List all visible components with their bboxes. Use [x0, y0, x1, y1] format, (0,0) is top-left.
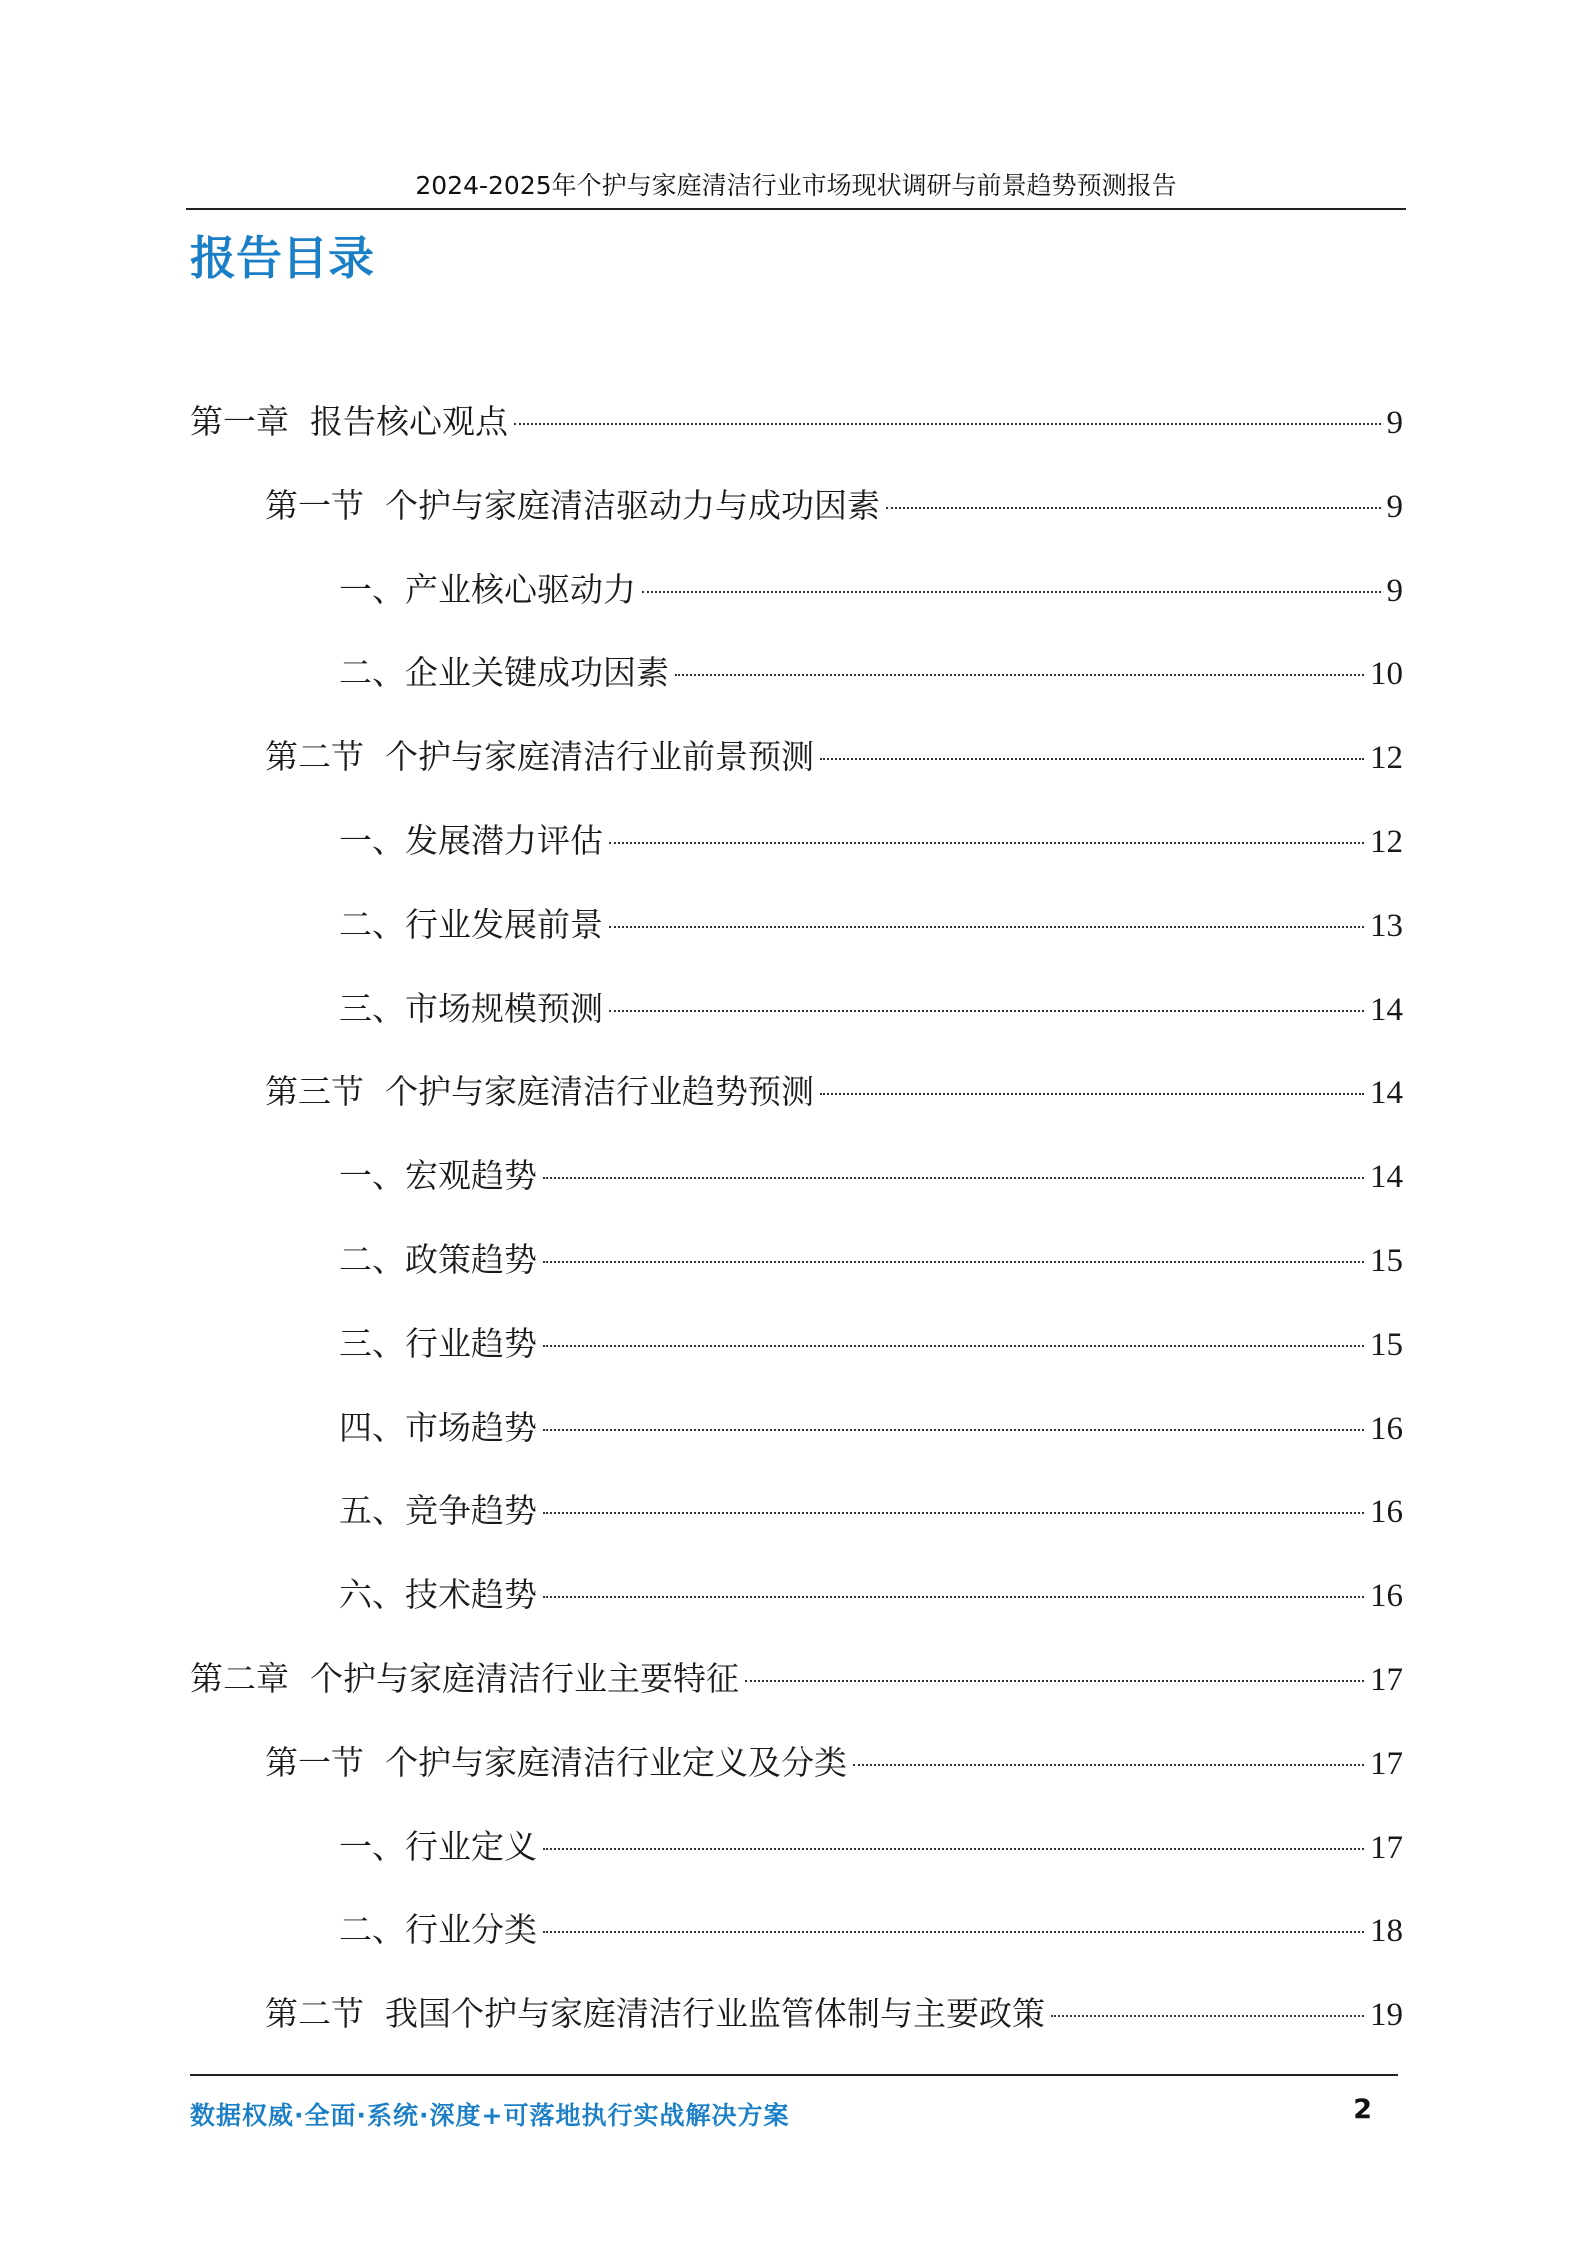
dot-leader: [675, 674, 1364, 676]
report-title: 2024-2025年个护与家庭清洁行业市场现状调研与前景趋势预测报告: [415, 171, 1177, 200]
dot-leader: [543, 1345, 1364, 1347]
toc-entry-title: 第一节 个护与家庭清洁行业定义及分类: [265, 1742, 847, 1782]
toc-entry[interactable]: [339, 819, 1403, 864]
toc-entry[interactable]: [339, 903, 1403, 948]
toc-entry-title: 四、市场趋势: [339, 1407, 537, 1447]
toc-entry[interactable]: [339, 568, 1403, 613]
toc-entry[interactable]: [339, 1154, 1403, 1199]
dot-leader: [543, 1596, 1364, 1598]
toc-entry-page: 14: [1370, 991, 1403, 1028]
dot-leader: [820, 1093, 1364, 1095]
toc-entry-title: 第二章 个护与家庭清洁行业主要特征: [190, 1659, 739, 1698]
dot-leader: [543, 1429, 1364, 1431]
toc-entry-page: 15: [1370, 1326, 1403, 1363]
toc-entry-page: 9: [1386, 405, 1403, 441]
dot-leader: [543, 1931, 1364, 1933]
dot-leader: [609, 842, 1364, 844]
toc-entry-page: 16: [1370, 1410, 1403, 1447]
toc-entry[interactable]: [339, 1406, 1403, 1451]
toc-entry-title: 一、产业核心驱动力: [339, 569, 636, 609]
footer-divider: [190, 2074, 1398, 2076]
toc-entry-title: 一、发展潜力评估: [339, 821, 603, 860]
toc-entry-page: 9: [1386, 488, 1403, 525]
toc-entry[interactable]: [265, 1992, 1403, 2037]
toc-entry-page: 14: [1370, 1075, 1403, 1112]
dot-leader: [745, 1680, 1364, 1682]
toc-entry[interactable]: [265, 1741, 1403, 1786]
toc-entry-page: 17: [1370, 1829, 1403, 1866]
toc-entry[interactable]: [265, 1070, 1403, 1115]
dot-leader: [514, 423, 1381, 425]
dot-leader: [543, 1848, 1364, 1850]
toc-entry[interactable]: [339, 987, 1403, 1032]
toc-entry[interactable]: [339, 1489, 1403, 1534]
toc-entry-title: 第二节 个护与家庭清洁行业前景预测: [265, 737, 814, 777]
dot-leader: [886, 507, 1381, 509]
dot-leader: [642, 591, 1381, 593]
toc-entry[interactable]: [339, 1573, 1403, 1618]
toc-entry-page: 16: [1370, 1578, 1403, 1615]
toc-entry-page: 17: [1370, 1745, 1403, 1782]
dot-leader: [853, 1764, 1364, 1766]
dot-leader: [543, 1512, 1364, 1514]
toc-entry[interactable]: [190, 1657, 1403, 1702]
toc-entry[interactable]: [339, 651, 1403, 696]
dot-leader: [820, 758, 1364, 760]
footer-slogan: 数据权威·全面·系统·深度+可落地执行实战解决方案: [190, 2101, 790, 2130]
dot-leader: [543, 1261, 1364, 1263]
toc-entry-page: 15: [1370, 1243, 1403, 1279]
toc-entry-title: 一、宏观趋势: [339, 1156, 537, 1196]
toc-entry-page: 14: [1370, 1159, 1403, 1196]
toc-entry-title: 五、竞争趋势: [339, 1491, 537, 1531]
toc-entry[interactable]: [339, 1825, 1403, 1870]
toc-entry-title: 二、行业分类: [339, 1910, 537, 1950]
toc-entry-title: 三、市场规模预测: [339, 988, 603, 1028]
toc-entry-page: 13: [1370, 907, 1403, 944]
toc-entry-page: 19: [1370, 1997, 1403, 2034]
toc-entry-title: 第一章 报告核心观点: [190, 402, 508, 441]
toc-entry-page: 12: [1370, 824, 1403, 860]
toc-entry-page: 16: [1370, 1494, 1403, 1531]
toc-entry-title: 第三节 个护与家庭清洁行业趋势预测: [265, 1072, 814, 1112]
toc-heading: 报告目录: [190, 231, 374, 285]
toc-entry[interactable]: [190, 400, 1403, 445]
toc-entry-page: 10: [1370, 656, 1403, 693]
toc-entry[interactable]: [339, 1238, 1403, 1283]
toc-entry-title: 二、企业关键成功因素: [339, 653, 669, 693]
toc-entry-title: 三、行业趋势: [339, 1323, 537, 1363]
toc-entry-page: 9: [1386, 572, 1403, 609]
page-number: 2: [1353, 2094, 1372, 2125]
toc-entry[interactable]: [339, 1322, 1403, 1367]
toc-entry-title: 二、行业发展前景: [339, 904, 603, 944]
header-divider: [186, 208, 1406, 210]
toc-entry-title: 第一节 个护与家庭清洁驱动力与成功因素: [265, 485, 880, 525]
toc-entry-title: 六、技术趋势: [339, 1575, 537, 1615]
toc-entry[interactable]: [339, 1908, 1403, 1953]
toc-entry-page: 12: [1370, 740, 1403, 777]
toc-entry[interactable]: [265, 484, 1403, 529]
dot-leader: [543, 1177, 1364, 1179]
dot-leader: [1051, 2015, 1364, 2017]
toc-entry-title: 二、政策趋势: [339, 1240, 537, 1279]
toc-entry-title: 第二节 我国个护与家庭清洁行业监管体制与主要政策: [265, 1994, 1045, 2034]
dot-leader: [609, 926, 1364, 928]
toc-entry-page: 17: [1370, 1662, 1403, 1698]
toc-entry[interactable]: [265, 735, 1403, 780]
dot-leader: [609, 1010, 1364, 1012]
toc-entry-title: 一、行业定义: [339, 1826, 537, 1866]
toc-entry-page: 18: [1370, 1913, 1403, 1950]
